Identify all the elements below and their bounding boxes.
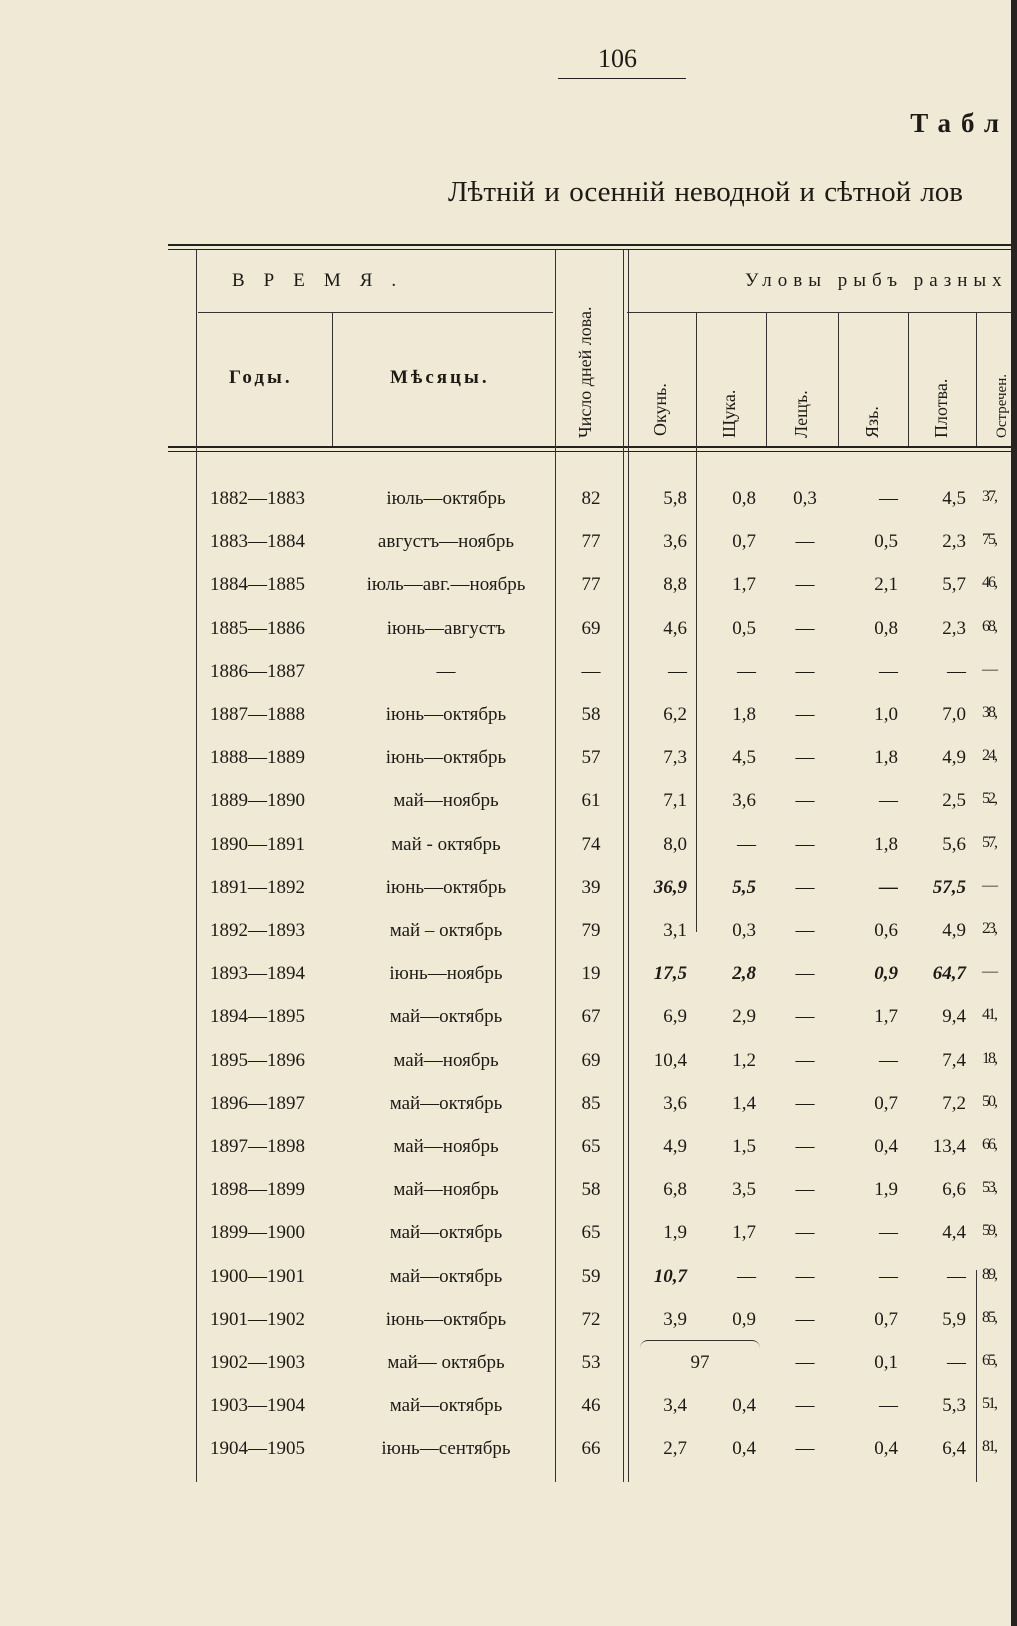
leshch-cell: — (795, 1092, 815, 1114)
year-cell: 1894—1895 (210, 1006, 305, 1028)
table-row (0, 1136, 1011, 1166)
year-cell: 1900—1901 (210, 1265, 305, 1287)
months-cell: іюнь—сентябрь (381, 1438, 511, 1460)
okun-cell: 5,8 (663, 488, 687, 509)
shchuka-cell: 1,8 (732, 704, 756, 725)
ostrechen-cell: — (982, 876, 996, 894)
table-row (0, 1050, 1011, 1080)
year-cell: 1889—1890 (210, 790, 305, 812)
page-edge (1011, 0, 1017, 1626)
header-days: Число дней лова. (575, 306, 595, 438)
months-cell: іюнь—октябрь (385, 747, 507, 769)
months-cell: іюнь—октябрь (385, 704, 507, 725)
plotva-cell: 64,7 (932, 963, 966, 985)
year-cell: 1902—1903 (210, 1352, 305, 1373)
plotva-cell: 5,9 (942, 1308, 966, 1330)
plotva-cell: 2,3 (942, 617, 966, 639)
yaz-cell: 0,9 (874, 963, 898, 985)
plotva-cell: 2,3 (942, 531, 966, 553)
plotva-cell: 2,5 (942, 790, 966, 812)
yaz-cell: 1,8 (874, 833, 898, 855)
leshch-cell: — (795, 1265, 815, 1287)
leshch-cell: — (795, 1136, 815, 1157)
yaz-cell: — (879, 1395, 898, 1417)
okun-cell: 8,8 (663, 574, 687, 596)
ostrechen-cell: 23, (982, 920, 996, 937)
time-subrule (198, 312, 553, 313)
leshch-cell: — (795, 531, 815, 553)
months-cell: май—октябрь (389, 1092, 503, 1114)
vline-years (332, 312, 333, 446)
shchuka-cell: 0,5 (732, 617, 756, 639)
days-cell: 53 (581, 1352, 601, 1373)
table-row (0, 963, 1011, 993)
shchuka-cell: 0,4 (732, 1438, 756, 1460)
leshch-cell: — (795, 920, 815, 941)
leshch-cell: — (795, 660, 815, 682)
months-cell: іюнь—октябрь (385, 876, 507, 898)
yaz-cell: 0,7 (874, 1092, 898, 1114)
shchuka-cell: 3,6 (732, 790, 756, 812)
okun-cell: 7,3 (663, 747, 687, 769)
header-bottom-rule (168, 446, 1011, 448)
months-cell: іюнь—августъ (386, 617, 506, 639)
year-cell: 1903—1904 (210, 1395, 305, 1417)
vline-yaz (908, 312, 909, 446)
yaz-cell: 0,6 (874, 920, 898, 941)
merged-brace (640, 1340, 760, 1351)
ostrechen-cell: 75, (982, 531, 996, 549)
leshch-cell: — (795, 1308, 815, 1330)
okun-cell: 8,0 (663, 833, 687, 855)
months-cell: май—октябрь (389, 1006, 503, 1028)
plotva-cell: 13,4 (932, 1136, 966, 1157)
ostrechen-cell: 68, (982, 617, 996, 635)
shchuka-cell: 1,7 (732, 574, 756, 596)
year-cell: 1887—1888 (210, 704, 305, 725)
yaz-cell: — (879, 876, 898, 898)
table-row (0, 1222, 1011, 1252)
days-cell: 58 (581, 1179, 601, 1201)
vline-shchuka (766, 312, 767, 446)
okun-cell: 7,1 (663, 790, 687, 812)
yaz-cell: — (879, 1222, 898, 1244)
shchuka-cell: — (737, 660, 756, 682)
okun-cell: 2,7 (663, 1438, 687, 1460)
yaz-cell: 0,4 (874, 1438, 898, 1460)
months-cell: май – октябрь (389, 920, 503, 941)
table-label: Табл (910, 108, 1009, 138)
ostrechen-cell: — (982, 660, 996, 678)
table-row (0, 1006, 1011, 1036)
days-cell: 74 (581, 833, 601, 855)
table-row (0, 1179, 1011, 1209)
plotva-cell: 7,4 (942, 1049, 966, 1071)
year-cell: 1901—1902 (210, 1308, 305, 1330)
leshch-cell: — (795, 790, 815, 812)
days-cell: 61 (581, 790, 601, 812)
header-catches: Уловы рыбъ разных (745, 270, 1008, 291)
okun-cell: 10,4 (653, 1049, 687, 1071)
table-top-rule (168, 244, 1011, 246)
okun-cell: 1,9 (663, 1222, 687, 1244)
months-cell: май—ноябрь (393, 1136, 499, 1157)
year-cell: 1885—1886 (210, 617, 305, 639)
plotva-cell: 5,7 (942, 574, 966, 596)
months-cell: май—октябрь (389, 1265, 503, 1287)
yaz-cell: 1,7 (874, 1006, 898, 1028)
table-row (0, 1309, 1011, 1339)
year-cell: 1888—1889 (210, 747, 305, 769)
table-row (0, 574, 1011, 604)
table-row (0, 1093, 1011, 1123)
vline-days (623, 250, 624, 1482)
ostrechen-cell: 85, (982, 1308, 996, 1326)
header-years: Годы. (229, 367, 293, 388)
leshch-cell: — (795, 876, 815, 898)
plotva-cell: 4,5 (942, 488, 966, 509)
ostrechen-cell: 65, (982, 1352, 996, 1369)
table-top-rule-2 (168, 249, 1011, 250)
shchuka-cell: — (737, 1265, 756, 1287)
table-row (0, 704, 1011, 734)
ostrechen-cell: 66, (982, 1136, 996, 1153)
ostrechen-cell: 57, (982, 833, 996, 851)
vline-plotva (976, 312, 977, 446)
days-cell: 58 (581, 704, 601, 725)
days-cell: 39 (581, 876, 601, 898)
leshch-cell: — (795, 1006, 815, 1028)
months-cell: май—ноябрь (393, 1179, 499, 1201)
shchuka-cell: 0,8 (732, 488, 756, 509)
table-row (0, 920, 1011, 950)
leshch-cell: — (795, 1049, 815, 1071)
shchuka-cell: — (737, 833, 756, 855)
leshch-cell: — (795, 1395, 815, 1417)
plotva-cell: 4,9 (942, 747, 966, 769)
shchuka-cell: 0,9 (732, 1308, 756, 1330)
table-row (0, 1395, 1011, 1425)
plotva-cell: 9,4 (942, 1006, 966, 1028)
shchuka-cell: 5,5 (732, 876, 756, 898)
year-cell: 1897—1898 (210, 1136, 305, 1157)
plotva-cell: 5,3 (942, 1395, 966, 1417)
leshch-cell: — (795, 1352, 815, 1373)
header-ostrechen: Остречен. (994, 374, 1010, 438)
ostrechen-cell: 18, (982, 1049, 996, 1067)
year-cell: 1892—1893 (210, 920, 305, 941)
page-number-rule (558, 78, 686, 79)
plotva-cell: 7,2 (942, 1092, 966, 1114)
okun-cell: 36,9 (653, 876, 687, 898)
leshch-cell: — (795, 833, 815, 855)
vline-leshch (838, 312, 839, 446)
days-cell: 66 (581, 1438, 601, 1460)
months-cell: май - октябрь (391, 833, 501, 855)
days-cell: — (581, 660, 601, 682)
shchuka-cell: 0,7 (732, 531, 756, 553)
days-cell: 19 (581, 963, 601, 985)
table-row (0, 618, 1011, 648)
okun-cell: 3,4 (663, 1395, 687, 1417)
leshch-cell: — (795, 1222, 815, 1244)
year-cell: 1904—1905 (210, 1438, 305, 1460)
table-row (0, 1438, 1011, 1468)
yaz-cell: — (879, 488, 898, 509)
table-row (0, 834, 1011, 864)
vline-days-2 (628, 250, 629, 1482)
shchuka-cell: 3,5 (732, 1179, 756, 1201)
yaz-cell: 0,4 (874, 1136, 898, 1157)
days-cell: 46 (581, 1395, 601, 1417)
okun-cell: 6,2 (663, 704, 687, 725)
leshch-cell: — (795, 747, 815, 769)
leshch-cell: — (795, 574, 815, 596)
days-cell: 82 (581, 488, 601, 509)
shchuka-cell: 1,5 (732, 1136, 756, 1157)
yaz-cell: 0,5 (874, 531, 898, 553)
yaz-cell: 1,0 (874, 704, 898, 725)
page-title: Лѣтній и осенній неводной и сѣтной лов (448, 176, 963, 208)
shchuka-cell: 4,5 (732, 747, 756, 769)
yaz-cell: — (879, 1265, 898, 1287)
okun-cell: 10,7 (653, 1265, 687, 1287)
plotva-cell: 4,4 (942, 1222, 966, 1244)
header-plotva: Плотва. (931, 378, 951, 438)
months-cell: іюль—авг.—ноябрь (366, 574, 526, 596)
plotva-cell: — (947, 1352, 966, 1373)
okun-cell: 17,5 (653, 963, 687, 985)
okun-cell: 3,1 (663, 920, 687, 941)
days-cell: 79 (581, 920, 601, 941)
ostrechen-cell: 51, (982, 1395, 996, 1413)
ostrechen-cell: 52, (982, 790, 996, 808)
days-cell: 69 (581, 617, 601, 639)
header-yaz: Язь. (862, 406, 882, 438)
year-cell: 1884—1885 (210, 574, 305, 596)
days-cell: 77 (581, 531, 601, 553)
plotva-cell: — (947, 1265, 966, 1287)
table-row (0, 488, 1011, 518)
catches-subrule (627, 312, 1011, 313)
days-cell: 59 (581, 1265, 601, 1287)
year-cell: 1891—1892 (210, 876, 305, 898)
leshch-cell: — (795, 704, 815, 725)
months-cell: май—октябрь (389, 1395, 503, 1417)
header-bottom-rule-2 (168, 451, 1011, 452)
leshch-cell: — (795, 1179, 815, 1201)
ostrechen-cell: 53, (982, 1179, 996, 1197)
plotva-cell: 6,4 (942, 1438, 966, 1460)
months-cell: май—ноябрь (393, 790, 499, 812)
plotva-cell: 4,9 (942, 920, 966, 941)
header-months: Мѣсяцы. (390, 367, 490, 388)
table-row (0, 747, 1011, 777)
yaz-cell: 0,7 (874, 1308, 898, 1330)
table-row (0, 877, 1011, 907)
yaz-cell: 0,8 (874, 617, 898, 639)
year-cell: 1890—1891 (210, 833, 305, 855)
shchuka-cell: 1,4 (732, 1092, 756, 1114)
ostrechen-cell: 41, (982, 1006, 996, 1024)
yaz-cell: — (879, 660, 898, 682)
ostrechen-cell: 37, (982, 488, 996, 505)
okun-cell: 3,9 (663, 1308, 687, 1330)
plotva-cell: 6,6 (942, 1179, 966, 1201)
days-cell: 85 (581, 1092, 601, 1114)
shchuka-cell: 0,3 (732, 920, 756, 941)
yaz-cell: — (879, 790, 898, 812)
yaz-cell: 2,1 (874, 574, 898, 596)
shchuka-cell: 2,9 (732, 1006, 756, 1028)
leshch-cell: — (795, 617, 815, 639)
year-cell: 1882—1883 (210, 488, 305, 509)
shchuka-cell: 1,7 (732, 1222, 756, 1244)
plotva-cell: 5,6 (942, 833, 966, 855)
ostrechen-cell: 50, (982, 1092, 996, 1110)
leshch-cell: 0,3 (793, 488, 817, 509)
days-cell: 72 (581, 1308, 601, 1330)
months-cell: іюль—октябрь (386, 488, 506, 509)
months-cell: августъ—ноябрь (377, 531, 515, 553)
months-cell: — (436, 660, 456, 682)
yaz-cell: 0,1 (874, 1352, 898, 1373)
yaz-cell: — (879, 1049, 898, 1071)
months-cell: май—ноябрь (393, 1049, 499, 1071)
months-cell: май—октябрь (389, 1222, 503, 1244)
ostrechen-cell: 81, (982, 1438, 996, 1456)
okun-cell: 3,6 (663, 531, 687, 553)
okun-cell: 6,8 (663, 1179, 687, 1201)
months-cell: іюнь—ноябрь (389, 963, 503, 985)
okun-cell: 4,9 (663, 1136, 687, 1157)
vline-months (555, 250, 556, 1482)
page-number: 106 (598, 44, 637, 73)
table-row (0, 790, 1011, 820)
year-cell: 1896—1897 (210, 1092, 305, 1114)
days-cell: 57 (581, 747, 601, 769)
year-cell: 1895—1896 (210, 1049, 305, 1071)
okun-cell: 3,6 (663, 1092, 687, 1114)
header-leshch: Лещъ. (791, 390, 811, 438)
left-border (196, 250, 197, 1482)
ostrechen-cell: 38, (982, 704, 996, 721)
ostrechen-cell: — (982, 963, 996, 981)
days-cell: 69 (581, 1049, 601, 1071)
plotva-cell: — (947, 660, 966, 682)
ostrechen-cell: 46, (982, 574, 996, 592)
shchuka-cell: 2,8 (732, 963, 756, 985)
days-cell: 65 (581, 1136, 601, 1157)
table-row (0, 1352, 1011, 1382)
yaz-cell: 1,9 (874, 1179, 898, 1201)
header-time: ВРЕМЯ. (232, 270, 416, 291)
leshch-cell: — (795, 963, 815, 985)
table-row (0, 531, 1011, 561)
table-row (0, 661, 1011, 691)
shchuka-cell: 1,2 (732, 1049, 756, 1071)
year-cell: 1886—1887 (210, 660, 305, 682)
months-cell: іюнь—октябрь (385, 1308, 507, 1330)
leshch-cell: — (795, 1438, 815, 1460)
okun-shchuka-merged-cell: 97 (690, 1352, 710, 1373)
days-cell: 65 (581, 1222, 601, 1244)
ostrechen-cell: 24, (982, 747, 996, 765)
plotva-cell: 7,0 (942, 704, 966, 725)
table-row (0, 1266, 1011, 1296)
okun-cell: 4,6 (663, 617, 687, 639)
months-cell: май— октябрь (387, 1352, 505, 1373)
header-okun: Окунь. (650, 383, 670, 436)
year-cell: 1898—1899 (210, 1179, 305, 1201)
year-cell: 1893—1894 (210, 963, 305, 985)
days-cell: 77 (581, 574, 601, 596)
ostrechen-cell: 89, (982, 1265, 996, 1283)
plotva-cell: 57,5 (932, 876, 966, 898)
yaz-cell: 1,8 (874, 747, 898, 769)
ostrechen-cell: 59, (982, 1222, 996, 1240)
okun-cell: — (668, 660, 687, 682)
year-cell: 1899—1900 (210, 1222, 305, 1244)
days-cell: 67 (581, 1006, 601, 1028)
header-shchuka: Щука. (719, 389, 739, 438)
okun-cell: 6,9 (663, 1006, 687, 1028)
year-cell: 1883—1884 (210, 531, 305, 553)
shchuka-cell: 0,4 (732, 1395, 756, 1417)
